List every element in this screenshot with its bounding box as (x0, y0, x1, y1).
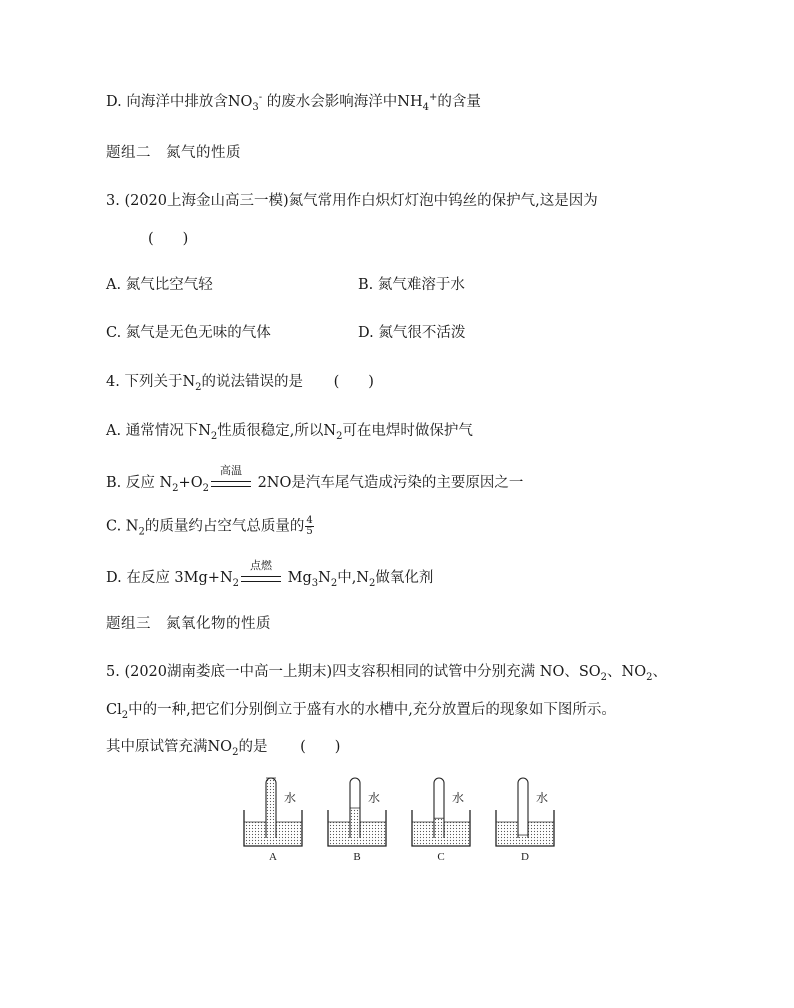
subscript: 4 (422, 101, 429, 113)
option-text: 2NO (252, 475, 292, 491)
subscript: 3 (311, 577, 319, 589)
q3-option-a[interactable]: A. 氮气比空气轻 (106, 277, 213, 293)
stem-text: 4. 下列关于N (106, 374, 196, 390)
subscript: 2 (369, 577, 376, 589)
stem-text: 其中原试管充满NO (106, 739, 233, 755)
q3-option-d[interactable]: D. 氮气很不活泼 (358, 325, 466, 341)
water-label: 水 (452, 791, 465, 805)
q4-option-c[interactable] (106, 516, 314, 537)
option-text: 的质量约占空气总质量的 (144, 518, 305, 535)
option-text: 中,N (337, 570, 369, 586)
q4-option-b[interactable] (106, 464, 524, 494)
tube-water (350, 808, 360, 838)
q2-option-d (106, 92, 481, 112)
stem-text: 中的一种,把它们分别倒立于盛有水的水槽中,充分放置后的现象如下图所示。 (128, 702, 616, 718)
subscript: 2 (172, 482, 179, 494)
option-text: C. N (106, 518, 139, 535)
subscript: 2 (232, 577, 240, 589)
stem-text: 的是 (238, 739, 268, 755)
q4-option-a[interactable] (106, 421, 473, 441)
option-text: +O (178, 475, 203, 491)
tube-label: D (521, 851, 529, 863)
q3-answer-paren: ( ) (148, 231, 189, 247)
tube-water (518, 835, 528, 838)
q3-stem: 3. (2020上海金山高三一模)氮气常用作白炽灯灯泡中钨丝的保护气,这是因为 (106, 193, 598, 209)
subscript: 2 (138, 526, 145, 538)
stem-text: 的说法错误的是 (201, 374, 304, 390)
section-heading-group2: 题组二 氮气的性质 (106, 145, 241, 161)
option-text: 是汽车尾气造成污染的主要原因之一 (291, 475, 524, 491)
q5-stem-line2 (106, 700, 616, 720)
q5-stem-line1 (106, 662, 667, 682)
fraction-numerator: 4 (306, 515, 313, 526)
subscript: 2 (600, 671, 608, 683)
tube-water (434, 818, 444, 838)
q3-option-b[interactable]: B. 氮气难溶于水 (358, 277, 465, 293)
water-label: 水 (284, 791, 297, 805)
option-text: 做氧化剂 (375, 570, 434, 586)
reaction-arrow (241, 559, 281, 582)
subscript: 2 (202, 482, 209, 494)
q3-option-c[interactable]: C. 氮气是无色无味的气体 (106, 325, 271, 341)
option-text: 向海洋中排放含NO (126, 94, 253, 110)
subscript: 2 (646, 671, 653, 683)
stem-text: Cl (106, 702, 122, 718)
q4-option-d[interactable] (106, 559, 434, 589)
subscript: 3 (252, 101, 259, 113)
subscript: 2 (210, 430, 218, 442)
superscript: + (429, 92, 438, 104)
stem-text: 、 (652, 664, 667, 680)
subscript: 2 (232, 746, 239, 758)
section-heading-group3: 题组三 氮氧化物的性质 (106, 616, 271, 632)
tube-label: C (437, 851, 445, 863)
stem-text: 5. (2020湖南娄底一中高一上期末)四支容积相同的试管中分别充满 NO、SO (106, 664, 601, 680)
water-label: 水 (368, 791, 381, 805)
option-text: N (318, 570, 331, 586)
tube-label: A (269, 851, 277, 863)
test-tube-figure (230, 770, 570, 866)
subscript: 2 (330, 577, 338, 589)
stem-text: 、NO (607, 664, 647, 680)
superscript: - (258, 92, 263, 104)
q4-stem (106, 372, 374, 392)
q5-answer-paren: ( ) (300, 739, 341, 755)
option-text: B. 反应 N (106, 475, 173, 491)
option-text: A. 通常情况下N (106, 423, 211, 439)
reaction-condition: 高温 (219, 464, 242, 477)
tube-interior (518, 778, 528, 838)
subscript: 2 (121, 709, 129, 721)
equals-bar (241, 576, 281, 582)
option-text: 的废水会影响海洋中NH (262, 94, 423, 110)
q5-stem-line3 (106, 737, 340, 757)
option-text: 的含量 (437, 94, 481, 110)
tube-label: B (353, 851, 361, 863)
reaction-arrow (211, 464, 251, 487)
q4-answer-paren: ( ) (333, 374, 374, 390)
water-label: 水 (536, 791, 549, 805)
option-prefix: D. (106, 94, 122, 110)
option-text: Mg (283, 570, 312, 586)
fraction (305, 516, 313, 537)
option-text: 性质很稳定,所以N (217, 423, 337, 439)
tube-water (266, 778, 276, 838)
reaction-condition: 点燃 (250, 559, 273, 572)
fraction-denominator: 5 (306, 526, 313, 537)
subscript: 2 (336, 430, 343, 442)
equals-bar (211, 481, 251, 487)
subscript: 2 (195, 381, 202, 393)
option-text: 可在电焊时做保护气 (342, 423, 473, 439)
option-text: D. 在反应 3Mg+N (106, 570, 233, 586)
